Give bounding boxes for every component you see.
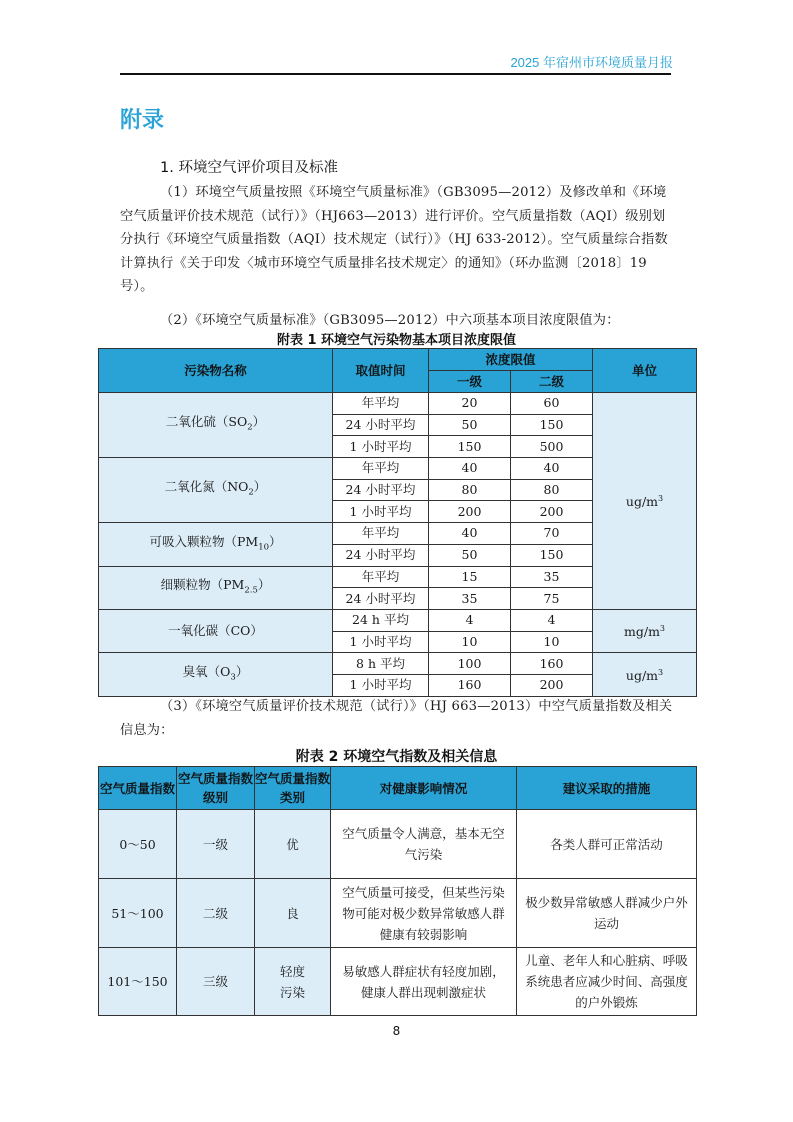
grade1-value: 50 <box>429 414 511 436</box>
unit-base: ug/m <box>625 494 659 510</box>
pollutant-name-suffix: ） <box>252 414 266 430</box>
grade2-value: 40 <box>511 458 593 480</box>
averaging-period: 年平均 <box>333 458 429 480</box>
aqi-range: 51～100 <box>99 879 177 948</box>
pollutant-subscript: 10 <box>258 542 270 553</box>
grade1-value: 10 <box>429 631 511 653</box>
page-number: 8 <box>392 1024 401 1038</box>
averaging-period: 24 小时平均 <box>333 414 429 436</box>
pollutant-limits-table <box>98 348 697 697</box>
averaging-period: 24 小时平均 <box>333 588 429 610</box>
paragraph-1: （1）环境空气质量按照《环境空气质量标准》（GB3095—2012）及修改单和《环境空气质量评价技术规范（试行）》（HJ663—2013）进行评价。空气质量指数（AQI）级别划分执行《环境空气质量指数（AQI）技术规定（试行）》（HJ 633-2012）。空气质量综合指数计算执行《关于印发〈城市环境空气质量排名技术规定〉的通知》（环办监测〔2018〕19 号）。 <box>120 185 668 294</box>
aqi-range: 0～50 <box>99 810 177 879</box>
pollutant-name <box>99 653 333 696</box>
grade2-value: 75 <box>511 588 593 610</box>
recommended-measures: 各类人群可正常活动 <box>517 810 697 879</box>
pollutant-name <box>99 566 333 609</box>
recommended-measures: 极少数异常敏感人群减少户外运动 <box>517 879 697 948</box>
averaging-period: 8 h 平均 <box>333 653 429 675</box>
header-grade1: 一级 <box>429 371 511 393</box>
unit-base: ug/m <box>625 668 659 684</box>
grade1-value: 80 <box>429 479 511 501</box>
header-category: 空气质量指数类别 <box>255 767 331 810</box>
aqi-category: 良 <box>255 879 331 948</box>
grade1-value: 40 <box>429 458 511 480</box>
table-row <box>99 879 697 948</box>
averaging-period: 1 小时平均 <box>333 436 429 458</box>
paragraph-3: （3）《环境空气质量评价技术规范（试行）》（HJ 663—2013）中空气质量指数及相关信息为： <box>120 699 673 738</box>
grade2-value: 60 <box>511 393 593 415</box>
averaging-period: 24 小时平均 <box>333 544 429 566</box>
table-row <box>99 609 697 631</box>
health-effect: 空气质量可接受，但某些污染物可能对极少数异常敏感人群健康有较弱影响 <box>331 879 517 948</box>
aqi-category: 优 <box>255 810 331 879</box>
aqi-level: 三级 <box>177 948 255 1016</box>
table1-caption: 附表 1 环境空气污染物基本项目浓度限值 <box>276 333 517 348</box>
grade2-value: 160 <box>511 653 593 675</box>
unit-superscript: 3 <box>658 667 664 677</box>
grade1-value: 50 <box>429 544 511 566</box>
grade2-value: 35 <box>511 566 593 588</box>
averaging-period: 年平均 <box>333 393 429 415</box>
header-period: 取值时间 <box>333 349 429 393</box>
unit-superscript: 3 <box>658 494 664 504</box>
aqi-level: 一级 <box>177 810 255 879</box>
pollutant-subscript: 2 <box>248 487 254 498</box>
health-effect: 易敏感人群症状有轻度加剧，健康人群出现刺激症状 <box>331 948 517 1016</box>
header-grade2: 二级 <box>511 371 593 393</box>
grade2-value: 10 <box>511 631 593 653</box>
averaging-period: 年平均 <box>333 566 429 588</box>
grade1-value: 40 <box>429 523 511 545</box>
unit-cell <box>593 393 697 610</box>
pollutant-subscript: 3 <box>230 672 236 683</box>
grade1-value: 20 <box>429 393 511 415</box>
grade2-value: 200 <box>511 674 593 696</box>
table-row <box>99 393 697 415</box>
table2-caption: 附表 2 环境空气指数及相关信息 <box>295 749 498 765</box>
unit-cell <box>593 609 697 652</box>
grade2-value: 4 <box>511 609 593 631</box>
pollutant-name-text: 二氧化氮（NO <box>164 479 249 495</box>
aqi-category: 轻度污染 <box>255 948 331 1016</box>
grade1-value: 100 <box>429 653 511 675</box>
grade2-value: 500 <box>511 436 593 458</box>
averaging-period: 1 小时平均 <box>333 674 429 696</box>
pollutant-subscript: 2 <box>247 422 253 433</box>
averaging-period: 1 小时平均 <box>333 501 429 523</box>
grade1-value: 15 <box>429 566 511 588</box>
pollutant-name-suffix: ） <box>269 533 282 549</box>
pollutant-name-text: 臭氧（O <box>182 663 231 679</box>
unit-superscript: 3 <box>659 624 666 634</box>
averaging-period: 年平均 <box>333 523 429 545</box>
pollutant-name <box>99 523 333 566</box>
unit-cell <box>593 653 697 696</box>
pollutant-name-text: 一氧化碳（CO） <box>168 623 263 639</box>
aqi-range: 101～150 <box>99 948 177 1016</box>
grade2-value: 200 <box>511 501 593 523</box>
pollutant-name-text: 可吸入颗粒物（PM <box>149 533 259 549</box>
header-measures: 建议采取的措施 <box>517 767 697 810</box>
report-header-title: 2025 年宿州市环境质量月报 <box>510 55 673 70</box>
averaging-period: 24 小时平均 <box>333 479 429 501</box>
health-effect: 空气质量令人满意，基本无空气污染 <box>331 810 517 879</box>
pollutant-name <box>99 458 333 523</box>
pollutant-name-text: 细颗粒物（PM <box>160 576 245 592</box>
header-unit: 单位 <box>593 349 697 393</box>
recommended-measures: 儿童、老年人和心脏病、呼吸系统患者应减少时间、高强度的户外锻炼 <box>517 948 697 1016</box>
grade1-value: 160 <box>429 674 511 696</box>
grade1-value: 150 <box>429 436 511 458</box>
appendix-title: 附录 <box>120 108 165 133</box>
pollutant-name-suffix: ） <box>253 479 267 495</box>
pollutant-name-suffix: ） <box>235 663 249 679</box>
header-level: 空气质量指数级别 <box>177 767 255 810</box>
section-title: 1. 环境空气评价项目及标准 <box>160 160 338 176</box>
unit-base: mg/m <box>624 624 660 640</box>
header-health: 对健康影响情况 <box>331 767 517 810</box>
grade2-value: 150 <box>511 544 593 566</box>
table-row <box>99 653 697 675</box>
table-row <box>99 948 697 1016</box>
grade1-value: 4 <box>429 609 511 631</box>
pollutant-name <box>99 393 333 458</box>
pollutant-name-text: 二氧化硫（SO <box>165 414 248 430</box>
aqi-level: 二级 <box>177 879 255 948</box>
grade2-value: 80 <box>511 479 593 501</box>
header-limit: 浓度限值 <box>429 349 593 371</box>
aqi-info-table <box>98 766 697 1016</box>
grade2-value: 70 <box>511 523 593 545</box>
pollutant-name-suffix: ） <box>257 576 271 592</box>
table-row <box>99 810 697 879</box>
paragraph-2: （2）《环境空气质量标准》（GB3095—2012）中六项基本项目浓度限值为： <box>160 313 620 328</box>
grade1-value: 35 <box>429 588 511 610</box>
header-pollutant: 污染物名称 <box>99 349 333 393</box>
grade1-value: 200 <box>429 501 511 523</box>
averaging-period: 24 h 平均 <box>333 609 429 631</box>
averaging-period: 1 小时平均 <box>333 631 429 653</box>
pollutant-subscript: 2.5 <box>244 585 258 596</box>
header-aqi: 空气质量指数 <box>99 767 177 810</box>
header-divider <box>120 73 671 75</box>
grade2-value: 150 <box>511 414 593 436</box>
pollutant-name <box>99 609 333 652</box>
